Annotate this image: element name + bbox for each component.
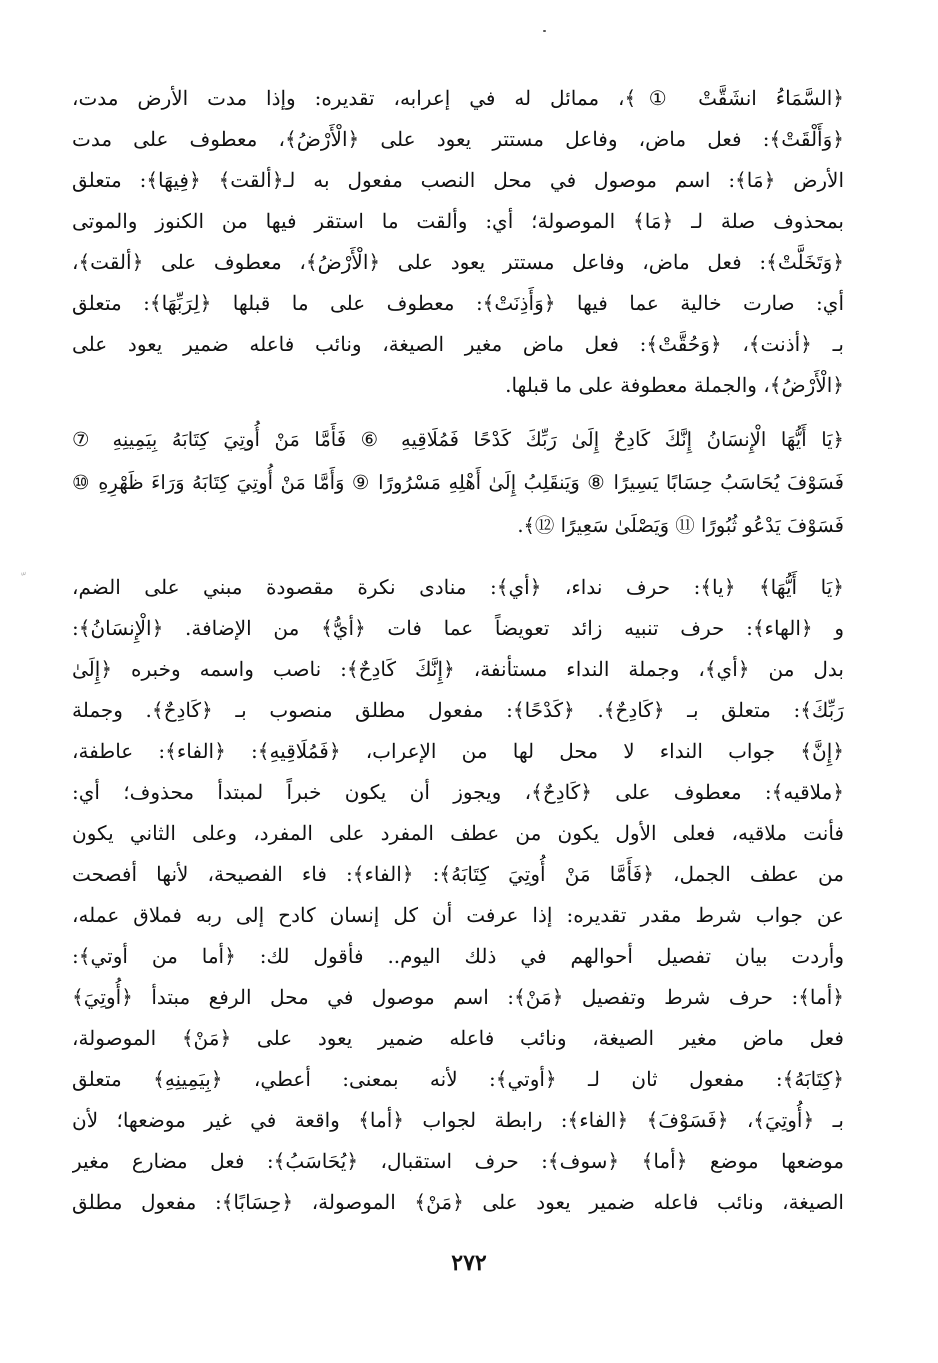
text-line: وأردت بيان تفصيل أحوالهم في ذلك اليوم.. فأقول لك: ﴿أما من أوتي﴾: xyxy=(72,944,844,968)
text-line: فعل ماض مغير الصيغة، ونائب فاعله ضمير يعود على ﴿مَنْ﴾ الموصولة، xyxy=(72,1026,844,1050)
text-line: بـ ﴿أُوتِيَ﴾، ﴿فَسَوْفَ﴾ ﴿الفاء﴾: رابطة لجواب ﴿أما﴾ واقعة في غير موضعها؛ لأن xyxy=(72,1108,844,1132)
text-line: أي: صارت خالية عما فيها ﴿وَأَذِنَتْ﴾: معطوف على ما قبلها ﴿لِرَبِّهَا﴾: متعلق xyxy=(72,291,844,315)
text-line: موضعها موضع ﴿أما﴾ ﴿سوف﴾: حرف استقبال، ﴿يُحَاسَبُ﴾: فعل مضارع مغير xyxy=(72,1149,844,1173)
text-line: و ﴿الهاء﴾: حرف تنبيه زائد تعويضاً عما فات ﴿أيُّ﴾ من الإضافة. ﴿الْإِنسَانُ﴾: xyxy=(72,616,844,640)
text-line: بمحذوف صلة لـ ﴿مَا﴾ الموصولة؛ أي: وألقت ما استقر فيها من الكنوز والموتى xyxy=(72,209,844,233)
text-line: ﴿أما﴾: حرف شرط وتفصيل ﴿مَنْ﴾: اسم موصول في محل الرفع مبتدأ ﴿أُوتِيَ﴾ xyxy=(72,985,844,1009)
text-line: ﴿وَأَلْقَتْ﴾: فعل ماض، وفاعل مستتر يعود على ﴿الْأَرْضُ﴾، معطوف على مدت xyxy=(72,127,844,151)
page-number: ٢٧٢ xyxy=(451,1250,487,1276)
text-line: من عطف الجمل، ﴿فَأَمَّا مَنْ أُوتِيَ كِتَابَهُ﴾: ﴿الفاء﴾: فاء الفصيحة، لأنها أفصحت xyxy=(72,862,844,886)
text-line: ﴿وَتَخَلَّتْ﴾: فعل ماض، وفاعل مستتر يعود على ﴿الْأَرْضُ﴾، معطوف على ﴿ألقت﴾، xyxy=(72,250,844,274)
text-line: بدل من ﴿أي﴾، وجملة النداء مستأنفة، ﴿إِنَّكَ كَادِحٌ﴾: ناصب واسمه وخبره ﴿إِلَىٰ xyxy=(72,657,844,681)
text-line: فأنت ملاقيه، فعلى الأول يكون من عطف المفرد على المفرد، وعلى الثاني يكون xyxy=(72,821,844,845)
quran-verse-block xyxy=(72,418,844,547)
verse-line: فَسَوْفَ يُحَاسَبُ حِسَابًا يَسِيرًا ⑧ وَيَنقَلِبُ إِلَىٰ أَهْلِهِ مَسْرُورًا ⑨ وَأَمَّا مَنْ أُوتِيَ كِتَابَهُ وَرَاءَ ظَهْرِهِ ⑩ xyxy=(72,471,844,494)
text-line: ﴿يَا أَيُّهَا﴾ ﴿يا﴾: حرف نداء، ﴿أي﴾: منادى نكرة مقصودة مبني على الضم، xyxy=(72,575,844,599)
text-line: ﴿السَّمَاءُ انشَقَّتْ ①﴾، ممائل له في إعرابه، تقديره: وإذا مدت الأرض مدت، xyxy=(72,86,844,110)
text-line: ﴿الْأَرْضُ﴾، والجملة معطوفة على ما قبلها. xyxy=(505,373,844,397)
text-line: عن جواب شرط مقدر تقديره: إذا عرفت أن كل إنسان كادح إلى ربه فملاق عمله، xyxy=(72,903,844,927)
text-line: الصيغة، ونائب فاعله ضمير يعود على ﴿مَنْ﴾ الموصولة، ﴿حِسَابًا﴾: مفعول مطلق xyxy=(72,1190,844,1214)
text-line: ﴿ملاقيه﴾: معطوف على ﴿كَادِحٌ﴾، ويجوز أن يكون خبراً لمبتدأ محذوف؛ أي: xyxy=(72,780,844,804)
text-line: ﴿كِتَابَهُ﴾: مفعول ثان لـ ﴿أوتي﴾: لأنه بمعنى: أعطي، ﴿بِيَمِينِهِ﴾ متعلق xyxy=(72,1067,844,1091)
text-line: ﴿إِنَّ﴾ جواب النداء لا محل لها من الإعراب، ﴿فَمُلَاقِيهِ﴾: ﴿الفاء﴾: عاطفة، xyxy=(72,739,844,763)
verse-line: فَسَوْفَ يَدْعُو ثُبُورًا ⑪ وَيَصْلَىٰ سَعِيرًا ⑫﴾. xyxy=(517,514,844,537)
text-line: بـ ﴿أذنت﴾، ﴿وَحُقَّتْ﴾: فعل ماض مغير الصيغة، ونائب فاعله ضمير يعود على xyxy=(72,332,844,356)
scan-speck xyxy=(543,30,546,32)
grammar-paragraph-2 xyxy=(72,567,844,1223)
verse-line: ﴿يَا أَيُّهَا الْإِنسَانُ إِنَّكَ كَادِحٌ إِلَىٰ رَبِّكَ كَدْحًا فَمُلَاقِيهِ ⑥ فَأَمَّا مَنْ أُوتِيَ كِتَابَهُ بِيَمِينِهِ ⑦ xyxy=(72,428,844,451)
text-line: رَبِّكَ﴾: متعلق بـ ﴿كَادِحٌ﴾. ﴿كَدْحًا﴾: مفعول مطلق منصوب بـ ﴿كَادِحٌ﴾. وجملة xyxy=(72,698,844,722)
text-line: الأرض ﴿مَا﴾: اسم موصول في محل النصب مفعول به لـ﴿ألقت﴾ ﴿فِيهَا﴾: متعلق xyxy=(72,168,844,192)
grammar-paragraph-1 xyxy=(72,78,844,406)
